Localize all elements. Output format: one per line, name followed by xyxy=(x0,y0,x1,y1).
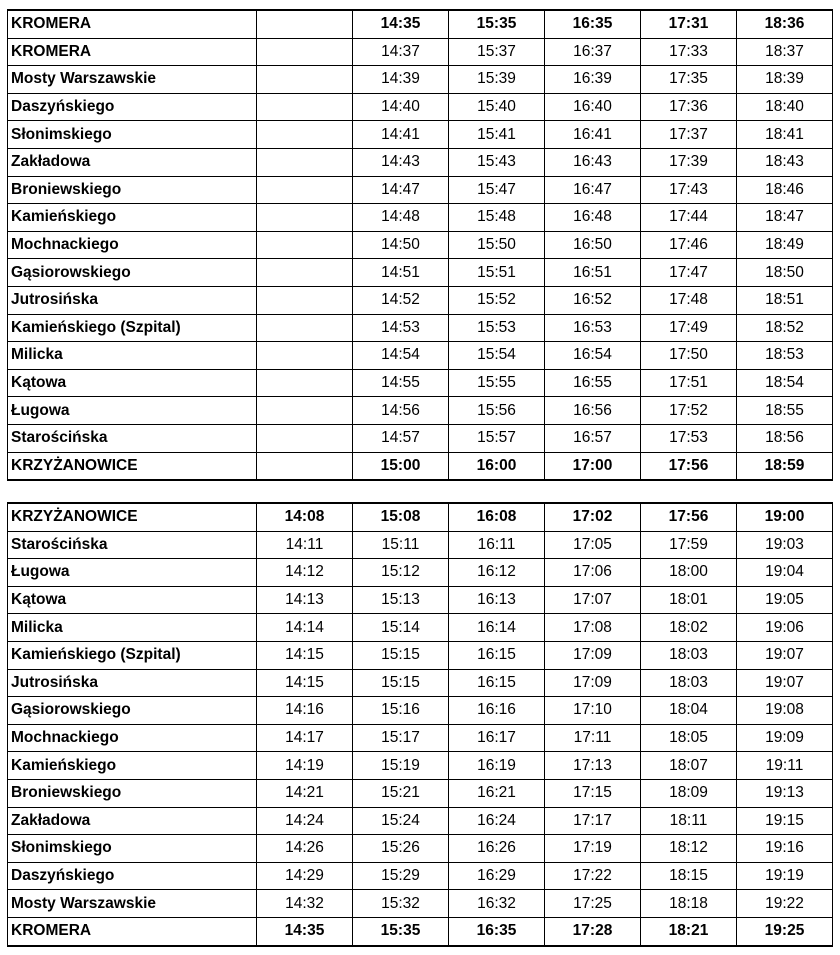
departure-time: 17:59 xyxy=(641,531,737,559)
departure-time: 19:08 xyxy=(737,697,833,725)
stop-name: KRZYŻANOWICE xyxy=(8,503,257,531)
departure-time: 17:10 xyxy=(545,697,641,725)
departure-time: 17:48 xyxy=(641,286,737,314)
departure-time xyxy=(257,148,353,176)
departure-time: 18:40 xyxy=(737,93,833,121)
table-row xyxy=(8,752,833,780)
departure-time: 14:39 xyxy=(353,66,449,94)
departure-time: 18:41 xyxy=(737,121,833,149)
table-row xyxy=(8,259,833,287)
departure-time: 16:19 xyxy=(449,752,545,780)
departure-time: 18:49 xyxy=(737,231,833,259)
departure-time: 19:04 xyxy=(737,559,833,587)
departure-time: 14:57 xyxy=(353,424,449,452)
departure-time: 18:52 xyxy=(737,314,833,342)
departure-time: 15:12 xyxy=(353,559,449,587)
departure-time: 14:29 xyxy=(257,862,353,890)
departure-time: 17:56 xyxy=(641,452,737,480)
departure-time: 17:56 xyxy=(641,503,737,531)
departure-time: 14:21 xyxy=(257,779,353,807)
departure-time: 15:54 xyxy=(449,342,545,370)
stop-name: KROMERA xyxy=(8,38,257,66)
departure-time: 18:36 xyxy=(737,10,833,38)
departure-time: 15:26 xyxy=(353,835,449,863)
table-row xyxy=(8,176,833,204)
departure-time: 14:32 xyxy=(257,890,353,918)
table-row xyxy=(8,424,833,452)
stop-name: Słonimskiego xyxy=(8,121,257,149)
departure-time: 14:51 xyxy=(353,259,449,287)
timetable-return xyxy=(7,502,833,947)
departure-time: 19:19 xyxy=(737,862,833,890)
departure-time: 18:03 xyxy=(641,669,737,697)
departure-time: 17:25 xyxy=(545,890,641,918)
departure-time: 17:47 xyxy=(641,259,737,287)
stop-name: Starościńska xyxy=(8,424,257,452)
stop-name: Ługowa xyxy=(8,559,257,587)
table-row xyxy=(8,66,833,94)
departure-time xyxy=(257,10,353,38)
table-row xyxy=(8,342,833,370)
departure-time: 14:41 xyxy=(353,121,449,149)
departure-time: 15:17 xyxy=(353,724,449,752)
departure-time: 15:39 xyxy=(449,66,545,94)
departure-time: 15:55 xyxy=(449,369,545,397)
departure-time: 14:17 xyxy=(257,724,353,752)
departure-time: 19:13 xyxy=(737,779,833,807)
stop-name: Mosty Warszawskie xyxy=(8,890,257,918)
table-row xyxy=(8,314,833,342)
table-row xyxy=(8,641,833,669)
departure-time: 17:52 xyxy=(641,397,737,425)
departure-time: 15:53 xyxy=(449,314,545,342)
departure-time: 17:43 xyxy=(641,176,737,204)
departure-time: 17:09 xyxy=(545,641,641,669)
stop-name: Jutrosińska xyxy=(8,286,257,314)
table-row xyxy=(8,503,833,531)
table-row xyxy=(8,835,833,863)
departure-time: 16:47 xyxy=(545,176,641,204)
departure-time: 14:14 xyxy=(257,614,353,642)
departure-time: 18:00 xyxy=(641,559,737,587)
stop-name: Starościńska xyxy=(8,531,257,559)
departure-time xyxy=(257,452,353,480)
departure-time: 15:08 xyxy=(353,503,449,531)
stop-name: Jutrosińska xyxy=(8,669,257,697)
departure-time: 17:31 xyxy=(641,10,737,38)
departure-time: 19:06 xyxy=(737,614,833,642)
stop-name: Daszyńskiego xyxy=(8,862,257,890)
departure-time: 17:39 xyxy=(641,148,737,176)
departure-time: 17:28 xyxy=(545,917,641,945)
stop-name: KROMERA xyxy=(8,10,257,38)
departure-time: 19:11 xyxy=(737,752,833,780)
departure-time: 18:39 xyxy=(737,66,833,94)
departure-time: 17:07 xyxy=(545,586,641,614)
departure-time: 16:24 xyxy=(449,807,545,835)
departure-time: 16:14 xyxy=(449,614,545,642)
stop-name: Mochnackiego xyxy=(8,724,257,752)
departure-time xyxy=(257,397,353,425)
table-row xyxy=(8,286,833,314)
departure-time: 17:35 xyxy=(641,66,737,94)
table-row xyxy=(8,669,833,697)
departure-time: 14:19 xyxy=(257,752,353,780)
departure-time: 18:04 xyxy=(641,697,737,725)
table-row xyxy=(8,862,833,890)
departure-time: 18:18 xyxy=(641,890,737,918)
table-row xyxy=(8,586,833,614)
table-row xyxy=(8,38,833,66)
departure-time: 15:32 xyxy=(353,890,449,918)
departure-time: 18:07 xyxy=(641,752,737,780)
stop-name: Mosty Warszawskie xyxy=(8,66,257,94)
departure-time: 14:56 xyxy=(353,397,449,425)
departure-time: 15:56 xyxy=(449,397,545,425)
departure-time: 17:00 xyxy=(545,452,641,480)
stop-name: Kamieńskiego (Szpital) xyxy=(8,641,257,669)
departure-time: 14:43 xyxy=(353,148,449,176)
stop-name: Kątowa xyxy=(8,586,257,614)
table-row xyxy=(8,148,833,176)
departure-time: 15:15 xyxy=(353,641,449,669)
departure-time: 18:02 xyxy=(641,614,737,642)
stop-name: Broniewskiego xyxy=(8,176,257,204)
departure-time: 17:46 xyxy=(641,231,737,259)
departure-time: 15:37 xyxy=(449,38,545,66)
departure-time: 19:00 xyxy=(737,503,833,531)
departure-time: 19:07 xyxy=(737,641,833,669)
departure-time: 15:43 xyxy=(449,148,545,176)
departure-time: 18:51 xyxy=(737,286,833,314)
departure-time: 17:37 xyxy=(641,121,737,149)
departure-time: 19:25 xyxy=(737,917,833,945)
table-row xyxy=(8,917,833,945)
stop-name: Gąsiorowskiego xyxy=(8,697,257,725)
departure-time xyxy=(257,286,353,314)
table-row xyxy=(8,93,833,121)
departure-time: 17:11 xyxy=(545,724,641,752)
departure-time xyxy=(257,121,353,149)
departure-time xyxy=(257,424,353,452)
departure-time: 14:54 xyxy=(353,342,449,370)
departure-time: 19:03 xyxy=(737,531,833,559)
departure-time xyxy=(257,231,353,259)
departure-time: 17:22 xyxy=(545,862,641,890)
departure-time: 17:05 xyxy=(545,531,641,559)
departure-time: 16:35 xyxy=(545,10,641,38)
departure-time: 18:54 xyxy=(737,369,833,397)
departure-time: 14:53 xyxy=(353,314,449,342)
stop-name: Zakładowa xyxy=(8,148,257,176)
departure-time: 14:40 xyxy=(353,93,449,121)
stop-name: Daszyńskiego xyxy=(8,93,257,121)
departure-time: 14:13 xyxy=(257,586,353,614)
departure-time: 17:08 xyxy=(545,614,641,642)
departure-time: 19:22 xyxy=(737,890,833,918)
stop-name: Kątowa xyxy=(8,369,257,397)
departure-time: 15:51 xyxy=(449,259,545,287)
departure-time: 17:19 xyxy=(545,835,641,863)
departure-time: 18:55 xyxy=(737,397,833,425)
table-row xyxy=(8,397,833,425)
departure-time: 17:53 xyxy=(641,424,737,452)
departure-time: 14:08 xyxy=(257,503,353,531)
stop-name: Gąsiorowskiego xyxy=(8,259,257,287)
departure-time: 16:00 xyxy=(449,452,545,480)
stop-name: Broniewskiego xyxy=(8,779,257,807)
departure-time: 19:16 xyxy=(737,835,833,863)
departure-time xyxy=(257,204,353,232)
departure-time xyxy=(257,38,353,66)
departure-time: 17:02 xyxy=(545,503,641,531)
departure-time: 18:50 xyxy=(737,259,833,287)
stop-name: Ługowa xyxy=(8,397,257,425)
departure-time: 14:26 xyxy=(257,835,353,863)
departure-time: 16:52 xyxy=(545,286,641,314)
table-row xyxy=(8,231,833,259)
departure-time: 15:15 xyxy=(353,669,449,697)
departure-time: 18:53 xyxy=(737,342,833,370)
departure-time: 18:46 xyxy=(737,176,833,204)
departure-time: 16:15 xyxy=(449,669,545,697)
timetable-outbound xyxy=(7,9,833,481)
departure-time: 16:50 xyxy=(545,231,641,259)
departure-time: 15:19 xyxy=(353,752,449,780)
departure-time xyxy=(257,314,353,342)
departure-time: 14:15 xyxy=(257,641,353,669)
stop-name: KRZYŻANOWICE xyxy=(8,452,257,480)
departure-time: 14:35 xyxy=(353,10,449,38)
stop-name: Kamieńskiego (Szpital) xyxy=(8,314,257,342)
departure-time: 14:48 xyxy=(353,204,449,232)
departure-time: 16:48 xyxy=(545,204,641,232)
departure-time: 16:12 xyxy=(449,559,545,587)
departure-time: 15:47 xyxy=(449,176,545,204)
stop-name: Kamieńskiego xyxy=(8,204,257,232)
table-row xyxy=(8,724,833,752)
table-row xyxy=(8,559,833,587)
departure-time: 16:35 xyxy=(449,917,545,945)
departure-time: 16:41 xyxy=(545,121,641,149)
departure-time: 16:13 xyxy=(449,586,545,614)
departure-time: 15:40 xyxy=(449,93,545,121)
departure-time: 16:39 xyxy=(545,66,641,94)
departure-time: 18:09 xyxy=(641,779,737,807)
departure-time: 14:55 xyxy=(353,369,449,397)
departure-time: 18:11 xyxy=(641,807,737,835)
departure-time: 16:26 xyxy=(449,835,545,863)
departure-time: 18:15 xyxy=(641,862,737,890)
departure-time: 15:14 xyxy=(353,614,449,642)
departure-time: 19:09 xyxy=(737,724,833,752)
table-row xyxy=(8,779,833,807)
departure-time: 17:17 xyxy=(545,807,641,835)
departure-time: 14:15 xyxy=(257,669,353,697)
departure-time: 17:36 xyxy=(641,93,737,121)
departure-time xyxy=(257,93,353,121)
departure-time: 16:08 xyxy=(449,503,545,531)
table-row xyxy=(8,697,833,725)
departure-time: 16:51 xyxy=(545,259,641,287)
stop-name: Zakładowa xyxy=(8,807,257,835)
table-row xyxy=(8,369,833,397)
departure-time: 16:16 xyxy=(449,697,545,725)
stop-name: Milicka xyxy=(8,342,257,370)
departure-time: 17:44 xyxy=(641,204,737,232)
departure-time: 15:13 xyxy=(353,586,449,614)
table-row xyxy=(8,121,833,149)
departure-time: 14:47 xyxy=(353,176,449,204)
departure-time: 16:21 xyxy=(449,779,545,807)
departure-time xyxy=(257,66,353,94)
departure-time: 15:50 xyxy=(449,231,545,259)
departure-time: 18:37 xyxy=(737,38,833,66)
departure-time: 14:35 xyxy=(257,917,353,945)
departure-time: 14:24 xyxy=(257,807,353,835)
departure-time xyxy=(257,342,353,370)
departure-time: 17:49 xyxy=(641,314,737,342)
departure-time: 18:21 xyxy=(641,917,737,945)
departure-time: 18:56 xyxy=(737,424,833,452)
departure-time: 15:41 xyxy=(449,121,545,149)
departure-time: 14:37 xyxy=(353,38,449,66)
departure-time: 16:32 xyxy=(449,890,545,918)
departure-time: 18:03 xyxy=(641,641,737,669)
departure-time: 17:06 xyxy=(545,559,641,587)
departure-time: 15:00 xyxy=(353,452,449,480)
departure-time: 18:05 xyxy=(641,724,737,752)
departure-time: 15:35 xyxy=(353,917,449,945)
departure-time: 16:15 xyxy=(449,641,545,669)
departure-time: 14:52 xyxy=(353,286,449,314)
departure-time: 17:13 xyxy=(545,752,641,780)
departure-time: 15:24 xyxy=(353,807,449,835)
departure-time: 15:52 xyxy=(449,286,545,314)
departure-time: 16:56 xyxy=(545,397,641,425)
departure-time: 14:12 xyxy=(257,559,353,587)
departure-time xyxy=(257,176,353,204)
departure-time xyxy=(257,259,353,287)
stop-name: Kamieńskiego xyxy=(8,752,257,780)
departure-time: 16:43 xyxy=(545,148,641,176)
departure-time: 14:16 xyxy=(257,697,353,725)
departure-time: 17:51 xyxy=(641,369,737,397)
departure-time: 16:17 xyxy=(449,724,545,752)
departure-time: 14:50 xyxy=(353,231,449,259)
table-row xyxy=(8,807,833,835)
departure-time: 18:47 xyxy=(737,204,833,232)
departure-time: 15:35 xyxy=(449,10,545,38)
departure-time: 18:12 xyxy=(641,835,737,863)
departure-time: 15:16 xyxy=(353,697,449,725)
stop-name: Mochnackiego xyxy=(8,231,257,259)
departure-time: 16:29 xyxy=(449,862,545,890)
departure-time: 18:01 xyxy=(641,586,737,614)
departure-time: 19:05 xyxy=(737,586,833,614)
departure-time: 16:11 xyxy=(449,531,545,559)
departure-time: 18:43 xyxy=(737,148,833,176)
departure-time: 16:55 xyxy=(545,369,641,397)
table-row xyxy=(8,614,833,642)
departure-time: 15:29 xyxy=(353,862,449,890)
departure-time: 15:21 xyxy=(353,779,449,807)
departure-time: 15:57 xyxy=(449,424,545,452)
table-row xyxy=(8,10,833,38)
table-row xyxy=(8,531,833,559)
stop-name: Milicka xyxy=(8,614,257,642)
departure-time: 19:15 xyxy=(737,807,833,835)
departure-time: 15:48 xyxy=(449,204,545,232)
departure-time xyxy=(257,369,353,397)
departure-time: 14:11 xyxy=(257,531,353,559)
table-row xyxy=(8,204,833,232)
departure-time: 16:53 xyxy=(545,314,641,342)
stop-name: Słonimskiego xyxy=(8,835,257,863)
departure-time: 17:50 xyxy=(641,342,737,370)
table-row xyxy=(8,890,833,918)
departure-time: 16:37 xyxy=(545,38,641,66)
stop-name: KROMERA xyxy=(8,917,257,945)
departure-time: 17:33 xyxy=(641,38,737,66)
departure-time: 19:07 xyxy=(737,669,833,697)
departure-time: 17:09 xyxy=(545,669,641,697)
departure-time: 16:54 xyxy=(545,342,641,370)
departure-time: 16:57 xyxy=(545,424,641,452)
departure-time: 18:59 xyxy=(737,452,833,480)
departure-time: 15:11 xyxy=(353,531,449,559)
departure-time: 17:15 xyxy=(545,779,641,807)
table-row xyxy=(8,452,833,480)
departure-time: 16:40 xyxy=(545,93,641,121)
